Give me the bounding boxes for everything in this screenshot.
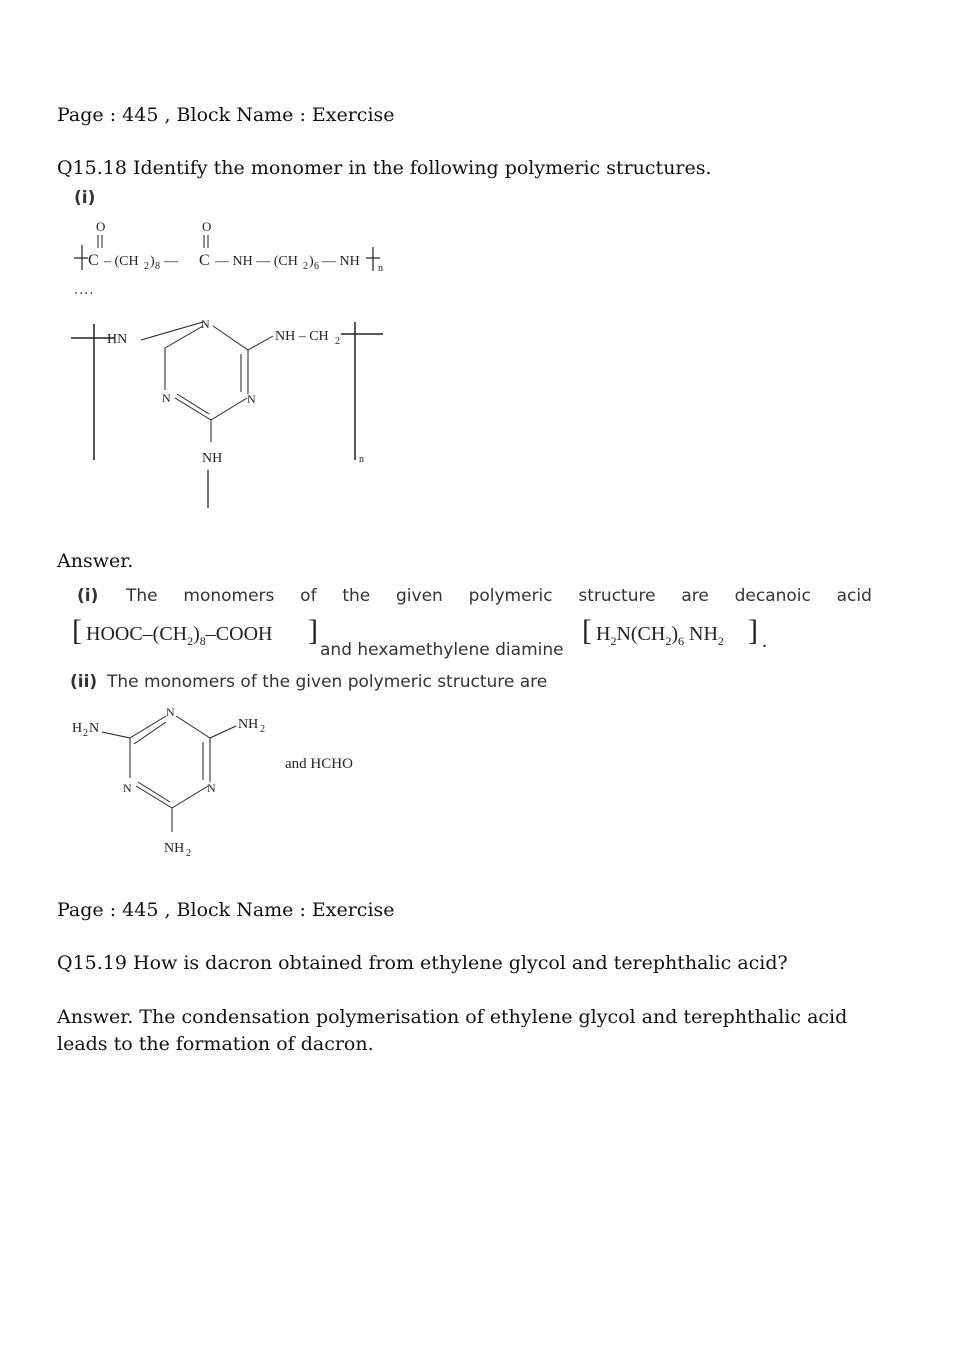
svg-text:n: n: [378, 263, 383, 274]
answer-word: decanoic: [734, 586, 811, 606]
svg-text:— NH — (CH: — NH — (CH: [215, 254, 298, 269]
answer-word: polymeric: [468, 586, 553, 606]
page-header-2: Page : 445 , Block Name : Exercise: [57, 899, 395, 921]
answer-ii-label: (ii): [70, 672, 98, 692]
answer-word: monomers: [183, 586, 275, 606]
svg-text:NH: NH: [238, 717, 259, 732]
answer-word: the: [342, 586, 371, 606]
answer-i-label: (i): [77, 586, 99, 606]
svg-text:NH: NH: [164, 841, 185, 856]
answer-word: acid: [836, 586, 872, 606]
svg-text:O: O: [202, 219, 212, 234]
svg-text:N: N: [162, 391, 171, 405]
svg-text:2: 2: [260, 724, 265, 735]
ellipsis-dots: ....: [74, 283, 95, 298]
svg-text:— NH: — NH: [322, 254, 360, 269]
svg-text:N: N: [201, 317, 210, 331]
answer-word: The: [126, 586, 158, 606]
svg-text:N: N: [89, 721, 100, 736]
svg-text:– (CH: – (CH: [104, 254, 139, 269]
part-i-label: (i): [74, 188, 96, 208]
answer-label: Answer.: [57, 550, 134, 572]
svg-text:N: N: [166, 705, 175, 719]
answer-ii-text: The monomers of the given polymeric structure are: [107, 672, 548, 692]
decanoic-acid-formula-tail: –COOH: [205, 623, 273, 645]
svg-text:O: O: [96, 219, 106, 234]
svg-text:N: N: [123, 781, 132, 795]
svg-text:n: n: [359, 454, 364, 465]
decanoic-acid-formula-text: HOOC–(CH: [86, 623, 188, 645]
polymer-structure-i: [60, 215, 420, 280]
svg-text:8: 8: [155, 261, 160, 272]
svg-text:2: 2: [335, 336, 340, 347]
svg-text:H: H: [72, 721, 83, 736]
question-15-19: Q15.19 How is dacron obtained from ethylene glycol and terephthalic acid?: [57, 952, 788, 974]
answer-word: structure: [578, 586, 656, 606]
svg-text:N: N: [247, 392, 256, 406]
answer-15-19: Answer. The condensation polymerisation of ethylene glycol and terephthalic acid leads to the formation of dacron.: [57, 1006, 848, 1055]
page-header-1: Page : 445 , Block Name : Exercise: [57, 104, 395, 126]
answer-word: given: [396, 586, 443, 606]
svg-text:): ): [150, 254, 155, 269]
svg-text:N: N: [207, 781, 216, 795]
svg-text:2: 2: [186, 848, 191, 859]
polymer-structure-ii: [65, 312, 395, 517]
svg-text:NH: NH: [202, 451, 223, 466]
melamine-structure: [70, 700, 300, 865]
svg-text:): ): [309, 254, 314, 269]
hexamethylene-diamine-formula-text: H: [596, 623, 611, 645]
answer-word: are: [681, 586, 709, 606]
question-15-18: Q15.18 Identify the monomer in the following polymeric structures.: [57, 157, 712, 179]
svg-text:C: C: [88, 252, 99, 269]
answer-i-sentence: [126, 586, 872, 606]
svg-text:2: 2: [83, 728, 88, 739]
svg-text:2: 2: [144, 261, 149, 272]
svg-text:6: 6: [314, 261, 319, 272]
svg-text:—: —: [164, 254, 178, 269]
svg-text:2: 2: [303, 261, 308, 272]
answer-i-middle: and hexamethylene diamine: [320, 640, 564, 660]
and-hcho: and HCHO: [285, 756, 353, 772]
svg-text:NH – CH: NH – CH: [275, 329, 329, 344]
answer-word: of: [300, 586, 317, 606]
svg-text:C: C: [199, 252, 210, 269]
svg-text:HN: HN: [107, 332, 128, 347]
